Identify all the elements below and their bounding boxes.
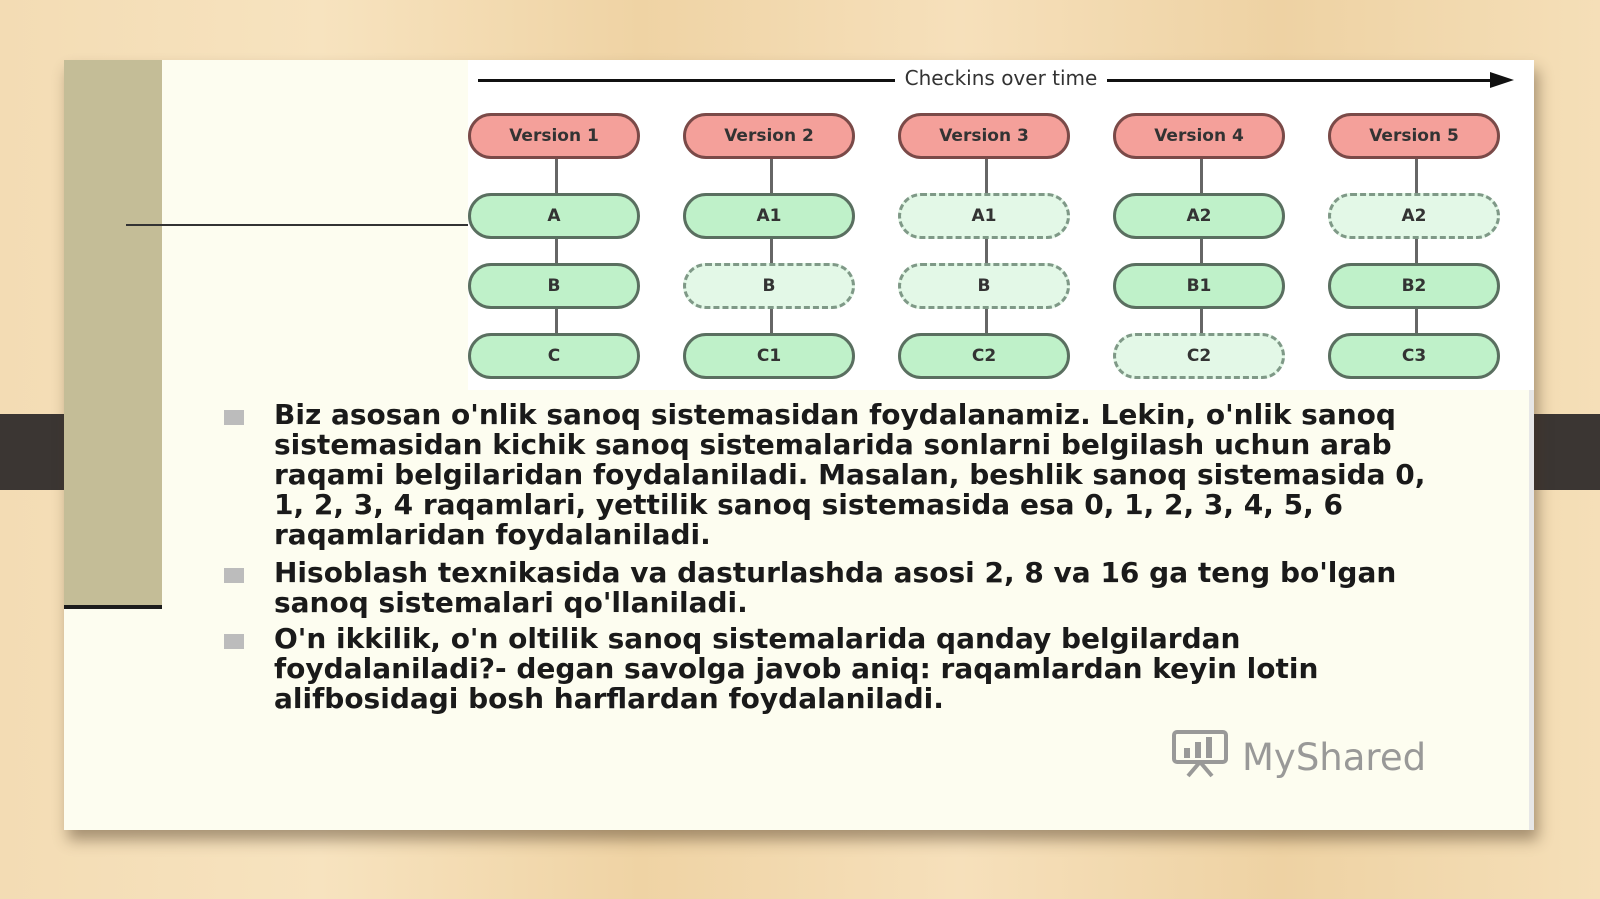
- dark-band-left: [0, 414, 70, 490]
- file-node-unchanged: A1: [898, 193, 1070, 239]
- presentation-board-icon: [1168, 728, 1234, 787]
- file-node: B2: [1328, 263, 1500, 309]
- bullet-text: Hisoblash texnikasida va dasturlashda asosi 2, 8 va 16 ga teng bo'lgan sanoq sistemalari qo'llaniladi.: [274, 556, 1397, 619]
- side-bar-underline: [64, 605, 162, 609]
- bullet-text: Biz asosan o'nlik sanoq sistemasidan foydalanamiz. Lekin, o'nlik sanoq sistemasidan kichik sanoq sistemalarida sonlarni belgilash uchun arab raqami belgilaridan foydalaniladi. Masalan, beshlik sanoq sistemasida 0, 1, 2, 3, 4 raqamlari, yettilik sanoq sistemasida esa 0, 1, 2, 3, 4, 5, 6 raqamlaridan foydalaniladi.: [274, 398, 1426, 551]
- version-node-4: Version 4: [1113, 113, 1285, 159]
- dark-band-right: [1528, 414, 1600, 490]
- version-column-1: [468, 113, 644, 385]
- version-connector: [1415, 153, 1418, 351]
- timeline-label: Checkins over time: [895, 66, 1108, 90]
- file-node: A: [468, 193, 640, 239]
- file-node: A2: [1113, 193, 1285, 239]
- version-node-2: Version 2: [683, 113, 855, 159]
- bullet-item: [224, 400, 1464, 550]
- version-column-4: [1113, 113, 1289, 385]
- slide: [64, 60, 1534, 830]
- version-node-5: Version 5: [1328, 113, 1500, 159]
- bullet-square-icon: [224, 410, 244, 425]
- version-column-5: [1328, 113, 1504, 385]
- file-node-unchanged: B: [898, 263, 1070, 309]
- bullet-item: [224, 558, 1464, 618]
- file-node-unchanged: B: [683, 263, 855, 309]
- version-connector: [555, 153, 558, 351]
- version-column-2: [683, 113, 859, 385]
- timeline-label-wrap: [468, 66, 1534, 90]
- version-node-3: Version 3: [898, 113, 1070, 159]
- file-node: C: [468, 333, 640, 379]
- version-connector: [985, 153, 988, 351]
- file-node-unchanged: A2: [1328, 193, 1500, 239]
- slide-side-bar: [64, 60, 162, 606]
- watermark-text: MyShared: [1242, 736, 1427, 779]
- watermark: [1168, 728, 1426, 787]
- file-node: B: [468, 263, 640, 309]
- bullet-square-icon: [224, 568, 244, 583]
- bullet-item: [224, 624, 1464, 714]
- file-node: C3: [1328, 333, 1500, 379]
- file-node-unchanged: C2: [1113, 333, 1285, 379]
- file-node: C2: [898, 333, 1070, 379]
- file-node: A1: [683, 193, 855, 239]
- version-connector: [770, 153, 773, 351]
- version-column-3: [898, 113, 1074, 385]
- bullet-list: [224, 400, 1464, 714]
- version-node-1: Version 1: [468, 113, 640, 159]
- title-divider-line: [126, 224, 526, 226]
- file-node: C1: [683, 333, 855, 379]
- bullet-text: O'n ikkilik, o'n oltilik sanoq sistemalarida qanday belgilardan foydalaniladi?- degan savolga javob aniq: raqamlardan keyin lotin alifbosidagi bosh harflardan foydalaniladi.: [274, 622, 1319, 715]
- version-connector: [1200, 153, 1203, 351]
- version-history-diagram: [468, 60, 1534, 390]
- bullet-square-icon: [224, 634, 244, 649]
- file-node: B1: [1113, 263, 1285, 309]
